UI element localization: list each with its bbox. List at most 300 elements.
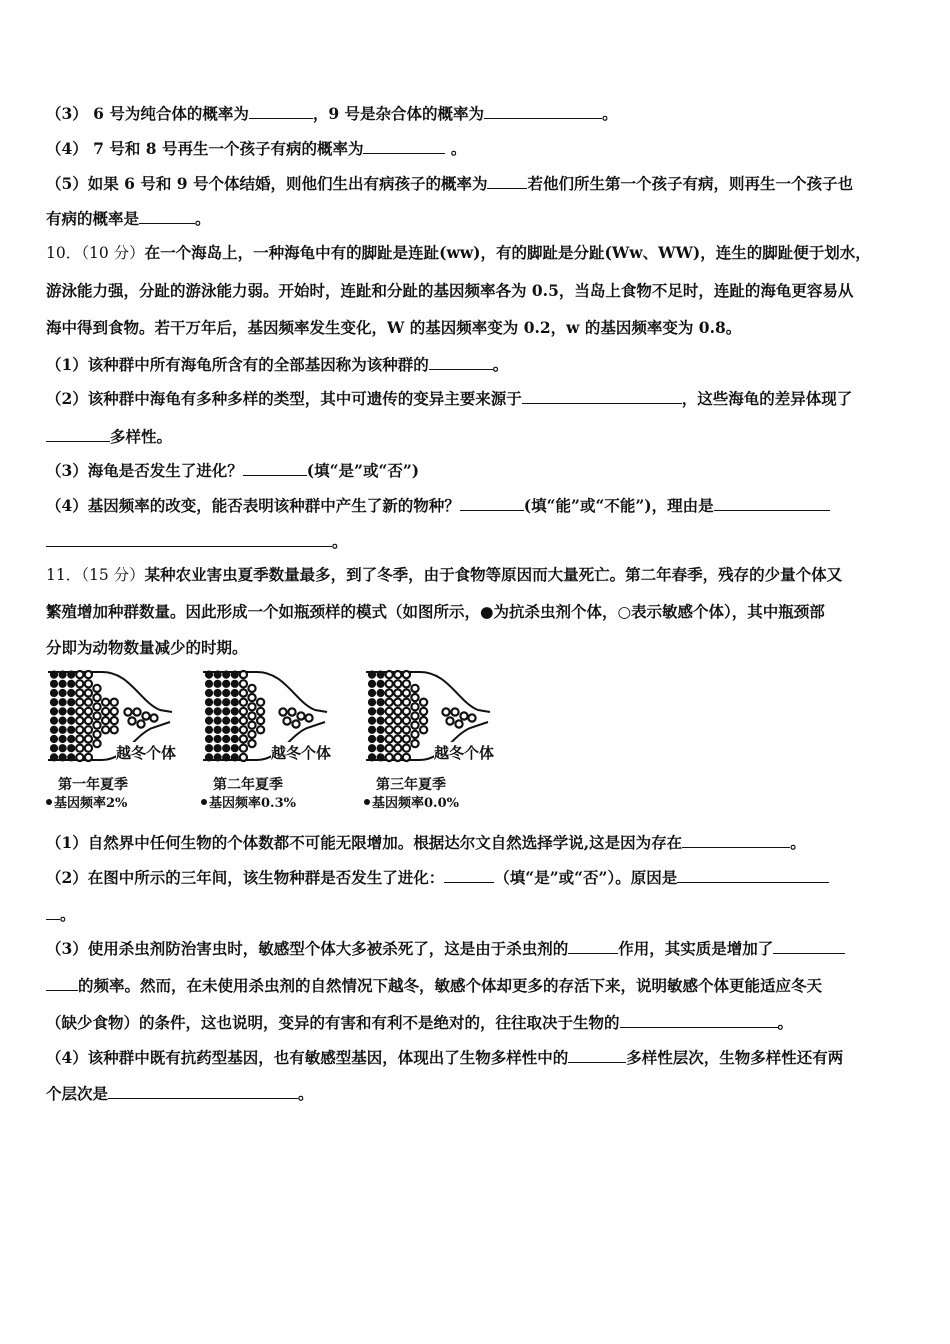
q9-part3 (46, 102, 908, 124)
resistant-dot-icon (46, 799, 52, 805)
resistant-individual (231, 745, 238, 752)
sensitive-individual (394, 699, 401, 706)
resistant-individual (59, 745, 66, 752)
sensitive-individual (93, 740, 100, 747)
sensitive-individual (111, 699, 118, 706)
sensitive-individual (76, 717, 83, 724)
resistant-individual (214, 735, 221, 742)
sensitive-individual (85, 699, 92, 706)
text: 。 (492, 355, 509, 374)
figure-panel-year2 (199, 662, 359, 812)
resistant-individual (68, 671, 75, 678)
sensitive-individual (411, 685, 418, 692)
resistant-individual (50, 745, 57, 752)
q11-part1 (46, 831, 908, 853)
sensitive-individual (76, 735, 83, 742)
sensitive-individual (297, 712, 304, 719)
resistant-individual (50, 708, 57, 715)
figure-panel-year3 (362, 662, 522, 812)
resistant-individual (214, 708, 221, 715)
text: (填“能”或“不能”)，理由是 (523, 496, 714, 515)
resistant-individual (223, 726, 230, 733)
sensitive-individual (411, 740, 418, 747)
resistant-individual (59, 689, 66, 696)
sensitive-individual (403, 717, 410, 724)
answer-blank[interactable] (243, 459, 307, 476)
resistant-individual (223, 754, 230, 761)
sensitive-individual (76, 754, 83, 761)
answer-blank[interactable] (568, 937, 618, 954)
text: 。 (195, 209, 211, 228)
resistant-individual (214, 745, 221, 752)
sensitive-individual (411, 712, 418, 719)
resistant-individual (214, 671, 221, 678)
question-number: 10． (46, 244, 82, 262)
sensitive-individual (403, 689, 410, 696)
text: 。 (298, 1084, 314, 1103)
resistant-individual (59, 680, 66, 687)
resistant-individual (205, 735, 212, 742)
sensitive-individual (451, 708, 458, 715)
resistant-individual (368, 708, 375, 715)
sensitive-individual (240, 754, 247, 761)
resistant-individual (377, 708, 384, 715)
text: （填“是”或“否”）。原因是 (494, 868, 678, 887)
q10-part4-cont (46, 530, 908, 552)
overwinter-label: 越冬个体 (116, 744, 177, 762)
resistant-individual (231, 726, 238, 733)
text: （2）在图中所示的三年间，该生物种群是否发生了进化： (46, 868, 445, 887)
sensitive-individual (240, 708, 247, 715)
resistant-individual (231, 735, 238, 742)
season-label: 第三年夏季 (376, 777, 446, 793)
sensitive-individual (455, 720, 462, 727)
answer-blank[interactable] (46, 903, 60, 920)
resistant-individual (59, 754, 66, 761)
sensitive-individual (76, 708, 83, 715)
resistant-individual (205, 699, 212, 706)
q10-part3 (46, 459, 908, 481)
sensitive-individual (283, 717, 290, 724)
sensitive-individual (85, 754, 92, 761)
resistant-individual (68, 699, 75, 706)
resistant-individual (231, 680, 238, 687)
freq-caption (201, 792, 296, 811)
sensitive-individual (386, 708, 393, 715)
resistant-individual (214, 680, 221, 687)
sensitive-individual (386, 671, 393, 678)
resistant-individual (214, 754, 221, 761)
answer-blank[interactable] (620, 1011, 778, 1028)
text: 某种农业害虫夏季数量最多，到了冬季，由于食物等原因而大量死亡。第二年春季，残存的少量个体又 (144, 565, 843, 584)
resistant-individual (214, 689, 221, 696)
text: （1）该种群中所有海龟所含有的全部基因称为该种群的 (46, 355, 429, 374)
text: 繁殖增加种群数量。因此形成一个如瓶颈样的模式（如图所示，●为抗杀虫剂个体，○表示敏感个体），其中瓶颈部 (46, 602, 825, 621)
sensitive-individual (76, 689, 83, 696)
figure-panel-year1 (44, 662, 204, 812)
resistant-individual (50, 735, 57, 742)
sensitive-individual (403, 754, 410, 761)
answer-blank[interactable] (139, 207, 195, 224)
answer-blank[interactable] (46, 530, 332, 547)
resistant-individual (59, 671, 66, 678)
resistant-individual (231, 717, 238, 724)
sensitive-individual (76, 680, 83, 687)
sensitive-individual (257, 708, 264, 715)
resistant-individual (205, 745, 212, 752)
overwinter-label: 越冬个体 (434, 744, 495, 762)
resistant-individual (368, 689, 375, 696)
question-number: 11． (46, 566, 82, 584)
sensitive-individual (279, 708, 286, 715)
text: 。 (60, 905, 76, 924)
resistant-individual (377, 754, 384, 761)
sensitive-individual (248, 694, 255, 701)
resistant-individual (231, 689, 238, 696)
resistant-individual (205, 680, 212, 687)
resistant-individual (377, 671, 384, 678)
sensitive-individual (248, 731, 255, 738)
sensitive-individual (248, 712, 255, 719)
q10-part2 (46, 387, 908, 409)
sensitive-individual (93, 685, 100, 692)
resistant-individual (231, 671, 238, 678)
sensitive-individual (403, 735, 410, 742)
sensitive-individual (411, 694, 418, 701)
answer-blank[interactable] (484, 102, 602, 119)
answer-blank[interactable] (46, 974, 78, 991)
sensitive-individual (403, 708, 410, 715)
sensitive-individual (394, 689, 401, 696)
resistant-individual (68, 689, 75, 696)
answer-blank[interactable] (460, 494, 524, 511)
sensitive-individual (93, 731, 100, 738)
sensitive-individual (257, 717, 264, 724)
q10-stem-line3 (46, 318, 908, 338)
sensitive-individual (411, 703, 418, 710)
answer-blank[interactable] (249, 102, 313, 119)
text: 多样性层次，生物多样性还有两 (626, 1048, 844, 1067)
sensitive-individual (133, 708, 140, 715)
resistant-individual (68, 717, 75, 724)
sensitive-individual (420, 699, 427, 706)
text: 有病的概率是 (46, 209, 140, 228)
sensitive-individual (394, 754, 401, 761)
text: （4）该种群中既有抗药型基因，也有敏感型基因，体现出了生物多样性中的 (46, 1048, 569, 1067)
answer-blank[interactable] (46, 425, 110, 442)
resistant-individual (214, 699, 221, 706)
sensitive-individual (240, 680, 247, 687)
sensitive-individual (420, 708, 427, 715)
text: 。 (777, 1013, 794, 1032)
q11-part3-cont (46, 974, 908, 996)
resistant-individual (368, 745, 375, 752)
resistant-individual (50, 680, 57, 687)
season-label: 第一年夏季 (58, 777, 128, 793)
freq-caption (364, 792, 459, 811)
freq-label: 基因频率2% (54, 796, 128, 811)
resistant-individual (223, 717, 230, 724)
sensitive-individual (460, 712, 467, 719)
answer-blank[interactable] (363, 137, 445, 154)
sensitive-individual (386, 699, 393, 706)
resistant-individual (368, 671, 375, 678)
sensitive-individual (394, 708, 401, 715)
sensitive-individual (240, 735, 247, 742)
resistant-individual (223, 708, 230, 715)
sensitive-individual (386, 745, 393, 752)
sensitive-individual (394, 726, 401, 733)
resistant-individual (68, 754, 75, 761)
sensitive-individual (394, 717, 401, 724)
sensitive-individual (93, 694, 100, 701)
answer-blank[interactable] (568, 1046, 626, 1063)
sensitive-individual (85, 726, 92, 733)
text: 若他们所生第一个孩子有病，则再生一个孩子也 (527, 174, 853, 193)
q11-part3 (46, 937, 908, 959)
text: 。 (332, 532, 348, 551)
sensitive-individual (386, 689, 393, 696)
sensitive-individual (240, 699, 247, 706)
answer-blank[interactable] (522, 387, 682, 404)
text: 的频率。然而，在未使用杀虫剂的自然情况下越冬，敏感个体却更多的存活下来，说明敏感个体更能适应冬天 (78, 976, 823, 995)
sensitive-individual (85, 680, 92, 687)
sensitive-individual (111, 726, 118, 733)
resistant-individual (223, 680, 230, 687)
q10-stem-line1 (46, 243, 908, 263)
freq-label: 基因频率0.0% (372, 796, 459, 811)
sensitive-individual (85, 717, 92, 724)
text: （4）基因频率的改变，能否表明该种群中产生了新的物种？ (46, 496, 460, 515)
overwinter-label: 越冬个体 (271, 744, 332, 762)
season-label: 第二年夏季 (213, 777, 283, 793)
resistant-individual (50, 699, 57, 706)
sensitive-individual (102, 708, 109, 715)
sensitive-individual (248, 685, 255, 692)
sensitive-individual (403, 671, 410, 678)
sensitive-individual (85, 708, 92, 715)
q10-part1 (46, 353, 908, 375)
resistant-individual (223, 745, 230, 752)
sensitive-individual (442, 708, 449, 715)
text: ，9 号是杂合体的概率为 (312, 104, 485, 123)
text: 在一个海岛上，一种海龟中有的脚趾是连趾(ww)，有的脚趾是分趾(Ww、WW)，连生的脚趾便于划水， (144, 243, 871, 262)
sensitive-individual (102, 726, 109, 733)
resistant-individual (68, 680, 75, 687)
answer-blank[interactable] (714, 494, 830, 511)
resistant-individual (377, 680, 384, 687)
text: 。 (790, 833, 806, 852)
q11-stem-line2 (46, 602, 908, 622)
resistant-individual (68, 735, 75, 742)
answer-blank[interactable] (429, 353, 493, 370)
resistant-individual (223, 699, 230, 706)
sensitive-individual (240, 745, 247, 752)
resistant-individual (377, 699, 384, 706)
sensitive-individual (137, 720, 144, 727)
sensitive-individual (240, 726, 247, 733)
sensitive-individual (394, 735, 401, 742)
q9-part4 (46, 137, 908, 159)
answer-blank[interactable] (487, 172, 527, 189)
freq-label: 基因频率0.3% (209, 796, 296, 811)
text: 个层次是 (46, 1084, 109, 1103)
resistant-individual (223, 735, 230, 742)
sensitive-individual (240, 717, 247, 724)
text: （3）海龟是否发生了进化？ (46, 461, 243, 480)
sensitive-individual (150, 714, 157, 721)
sensitive-individual (468, 714, 475, 721)
resistant-individual (50, 726, 57, 733)
text: （3） 6 号为纯合体的概率为 (46, 104, 249, 123)
resistant-individual (223, 689, 230, 696)
sensitive-individual (386, 680, 393, 687)
sensitive-individual (248, 740, 255, 747)
sensitive-individual (386, 735, 393, 742)
resistant-individual (377, 745, 384, 752)
resistant-individual (59, 708, 66, 715)
sensitive-individual (403, 745, 410, 752)
resistant-individual (368, 717, 375, 724)
sensitive-individual (288, 708, 295, 715)
resistant-individual (377, 689, 384, 696)
resistant-individual (377, 726, 384, 733)
sensitive-individual (394, 680, 401, 687)
resistant-individual (205, 754, 212, 761)
sensitive-individual (85, 735, 92, 742)
text: （3）使用杀虫剂防治害虫时，敏感型个体大多被杀死了，这是由于杀虫剂的 (46, 939, 569, 958)
question-score: （15 分） (81, 566, 145, 584)
resistant-individual (68, 745, 75, 752)
resistant-individual (59, 699, 66, 706)
text: ，这些海龟的差异体现了 (681, 389, 853, 408)
sensitive-individual (305, 714, 312, 721)
q10-part2-cont (46, 425, 908, 447)
q11-part3-cont2 (46, 1011, 908, 1033)
q10-part4 (46, 494, 908, 516)
text: 。 (445, 139, 467, 158)
text: （缺少食物）的条件，这也说明，变异的有害和有利不是绝对的，往往取决于生物的 (46, 1013, 620, 1032)
sensitive-individual (93, 712, 100, 719)
resistant-individual (50, 754, 57, 761)
q11-part4-cont (46, 1082, 908, 1104)
resistant-individual (214, 726, 221, 733)
sensitive-individual (403, 699, 410, 706)
q11-part2-cont (46, 903, 908, 925)
resistant-individual (59, 735, 66, 742)
resistant-individual (368, 726, 375, 733)
sensitive-individual (394, 671, 401, 678)
sensitive-individual (292, 720, 299, 727)
q11-stem-line3 (46, 638, 908, 658)
sensitive-individual (240, 671, 247, 678)
text: 多样性。 (110, 427, 173, 446)
resistant-individual (205, 689, 212, 696)
resistant-individual (231, 754, 238, 761)
sensitive-individual (411, 731, 418, 738)
resistant-dot-icon (201, 799, 207, 805)
q11-stem-line1 (46, 565, 908, 585)
sensitive-individual (128, 717, 135, 724)
text: （1）自然界中任何生物的个体数都不可能无限增加。根据达尔文自然选择学说,这是因为存在 (46, 833, 683, 852)
resistant-individual (231, 699, 238, 706)
sensitive-individual (102, 717, 109, 724)
sensitive-individual (76, 726, 83, 733)
answer-blank[interactable] (444, 866, 494, 883)
sensitive-individual (403, 726, 410, 733)
q11-part4 (46, 1046, 908, 1068)
resistant-individual (377, 717, 384, 724)
sensitive-individual (76, 671, 83, 678)
question-score: （10 分） (81, 244, 145, 262)
sensitive-individual (85, 745, 92, 752)
resistant-individual (50, 671, 57, 678)
sensitive-individual (411, 722, 418, 729)
sensitive-individual (420, 717, 427, 724)
text: 。 (602, 104, 618, 123)
resistant-individual (59, 726, 66, 733)
sensitive-individual (111, 717, 118, 724)
sensitive-individual (85, 689, 92, 696)
sensitive-individual (93, 722, 100, 729)
answer-blank[interactable] (677, 866, 829, 883)
resistant-individual (68, 708, 75, 715)
text: 游泳能力强，分趾的游泳能力弱。开始时，连趾和分趾的基因频率各为 0.5，当岛上食物不足时，连趾的海龟更容易从 (46, 281, 854, 300)
resistant-individual (68, 726, 75, 733)
resistant-individual (368, 735, 375, 742)
sensitive-individual (102, 699, 109, 706)
bottleneck-figure (44, 662, 514, 812)
resistant-individual (223, 671, 230, 678)
q10-stem-line2 (46, 281, 908, 301)
text: （5）如果 6 号和 9 号个体结婚，则他们生出有病孩子的概率为 (46, 174, 488, 193)
resistant-individual (205, 708, 212, 715)
sensitive-individual (394, 745, 401, 752)
sensitive-individual (76, 699, 83, 706)
resistant-individual (368, 754, 375, 761)
sensitive-individual (386, 754, 393, 761)
resistant-individual (205, 671, 212, 678)
resistant-individual (231, 708, 238, 715)
sensitive-individual (257, 726, 264, 733)
q9-part5 (46, 172, 908, 194)
q9-part5-cont (46, 207, 908, 229)
sensitive-individual (386, 726, 393, 733)
resistant-individual (205, 717, 212, 724)
resistant-individual (368, 699, 375, 706)
answer-blank[interactable] (682, 831, 790, 848)
sensitive-individual (111, 708, 118, 715)
resistant-individual (50, 717, 57, 724)
answer-blank[interactable] (108, 1082, 298, 1099)
resistant-individual (214, 717, 221, 724)
q11-part2 (46, 866, 908, 888)
resistant-individual (368, 680, 375, 687)
text: 海中得到食物。若干万年后，基因频率发生变化，W 的基因频率变为 0.2，w 的基因频率变为 0.8。 (46, 318, 742, 337)
answer-blank[interactable] (773, 937, 845, 954)
sensitive-individual (76, 745, 83, 752)
sensitive-individual (248, 703, 255, 710)
text: （4） 7 号和 8 号再生一个孩子有病的概率为 (46, 139, 364, 158)
resistant-dot-icon (364, 799, 370, 805)
text: 作用，其实质是增加了 (618, 939, 774, 958)
resistant-individual (50, 689, 57, 696)
sensitive-individual (257, 699, 264, 706)
sensitive-individual (93, 703, 100, 710)
resistant-individual (377, 735, 384, 742)
sensitive-individual (240, 689, 247, 696)
resistant-individual (59, 717, 66, 724)
